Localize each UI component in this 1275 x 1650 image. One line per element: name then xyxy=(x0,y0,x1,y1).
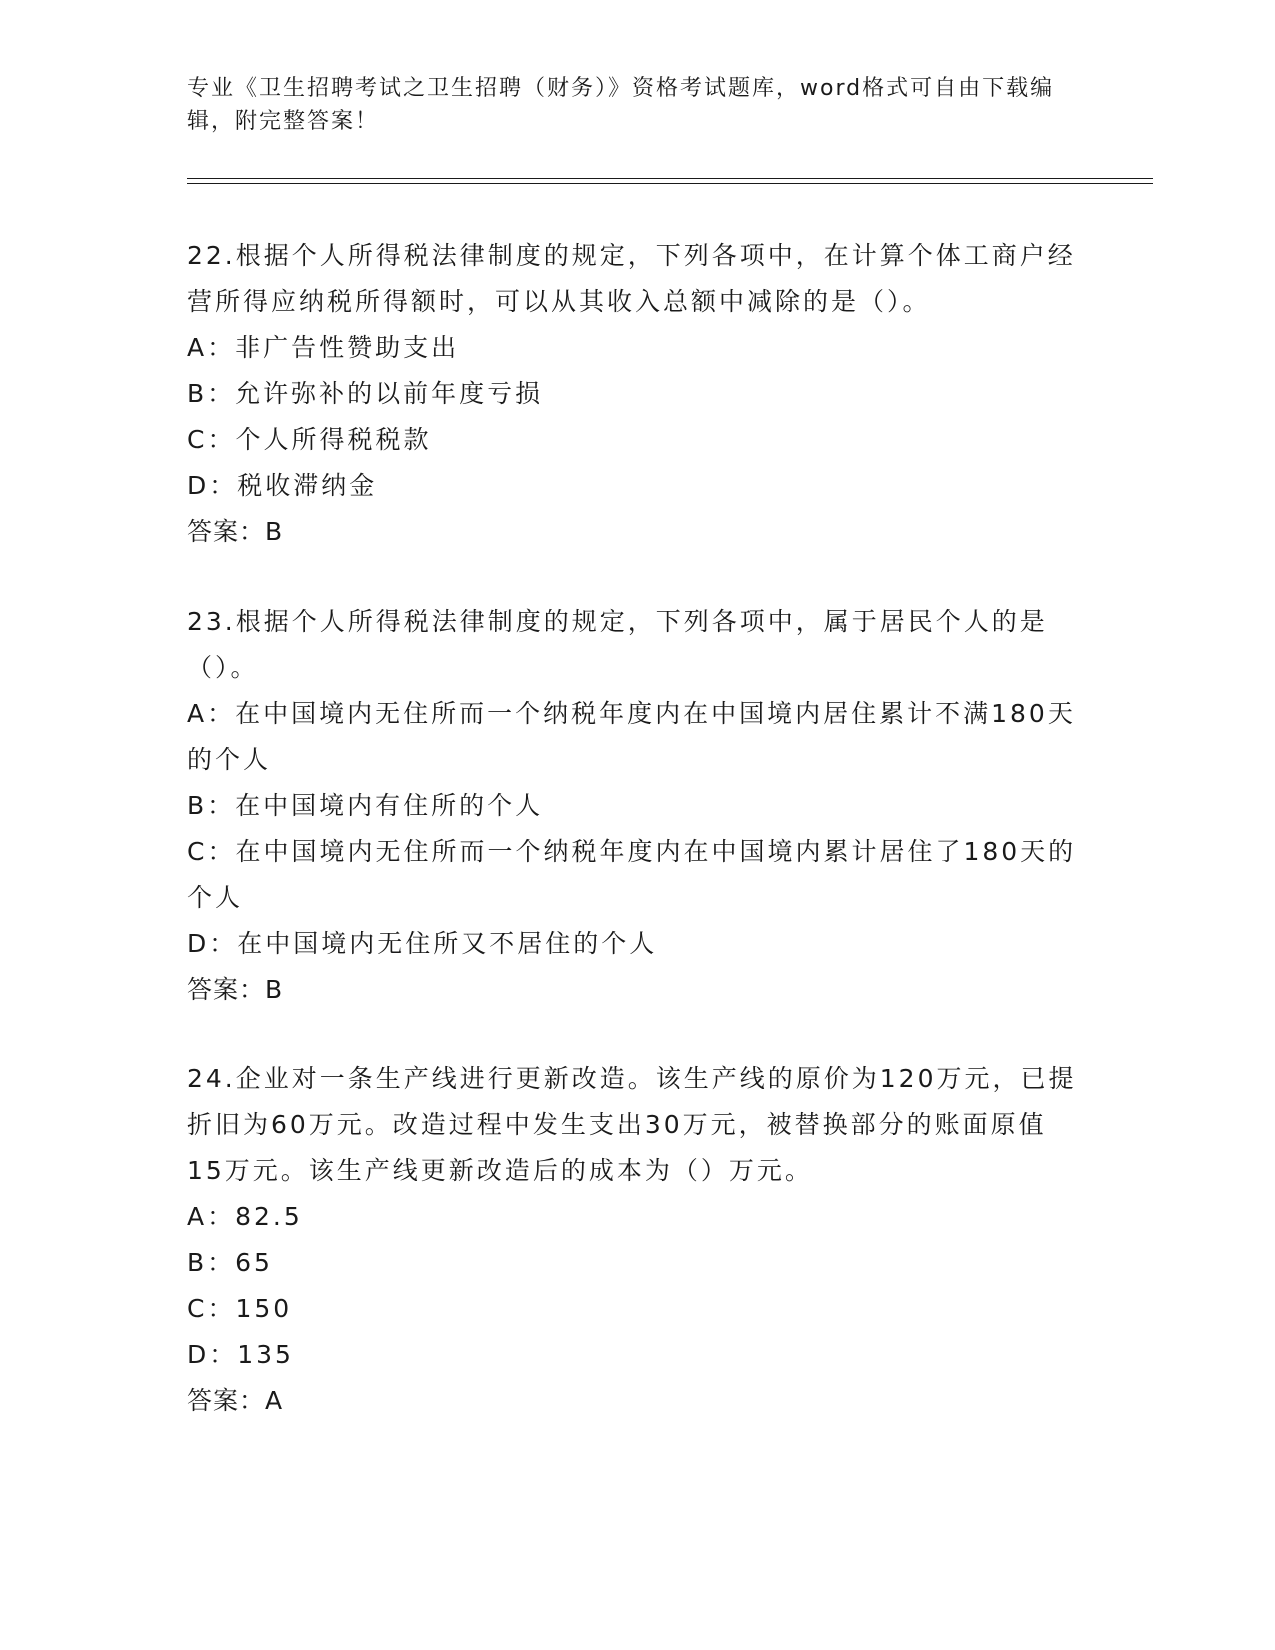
header-text: 专业《卫生招聘考试之卫生招聘（财务）》资格考试题库，word格式可自由下载编辑，附完整答案！ xyxy=(187,76,1055,134)
answer: 答案：B xyxy=(187,975,284,1004)
question-23 xyxy=(187,599,1077,1013)
option-b: B：允许弥补的以前年度亏损 xyxy=(187,379,544,408)
answer: 答案：B xyxy=(187,517,284,546)
answer: 答案：A xyxy=(187,1386,284,1415)
question-24 xyxy=(187,1056,1077,1424)
question-22 xyxy=(187,233,1077,555)
option-c: C：个人所得税税款 xyxy=(187,425,432,454)
option-d: D：税收滞纳金 xyxy=(187,471,378,500)
header-divider-bottom xyxy=(187,183,1153,184)
document-header xyxy=(187,72,1077,138)
question-stem: 24.企业对一条生产线进行更新改造。该生产线的原价为120万元，已提折旧为60万元。改造过程中发生支出30万元，被替换部分的账面原值15万元。该生产线更新改造后的成本为（）万元。 xyxy=(187,1064,1077,1185)
option-b: B：65 xyxy=(187,1248,273,1277)
option-b: B：在中国境内有住所的个人 xyxy=(187,791,544,820)
question-stem: 23.根据个人所得税法律制度的规定，下列各项中，属于居民个人的是（）。 xyxy=(187,607,1048,682)
option-a: A：82.5 xyxy=(187,1202,303,1231)
option-a: A：非广告性赞助支出 xyxy=(187,333,460,362)
header-divider-top xyxy=(187,178,1153,179)
option-a: A：在中国境内无住所而一个纳税年度内在中国境内居住累计不满180天的个人 xyxy=(187,699,1076,774)
option-c: C：150 xyxy=(187,1294,293,1323)
question-stem: 22.根据个人所得税法律制度的规定，下列各项中，在计算个体工商户经营所得应纳税所得额时，可以从其收入总额中减除的是（）。 xyxy=(187,241,1076,316)
option-c: C：在中国境内无住所而一个纳税年度内在中国境内累计居住了180天的个人 xyxy=(187,837,1077,912)
option-d: D：135 xyxy=(187,1340,294,1369)
option-d: D：在中国境内无住所又不居住的个人 xyxy=(187,929,658,958)
